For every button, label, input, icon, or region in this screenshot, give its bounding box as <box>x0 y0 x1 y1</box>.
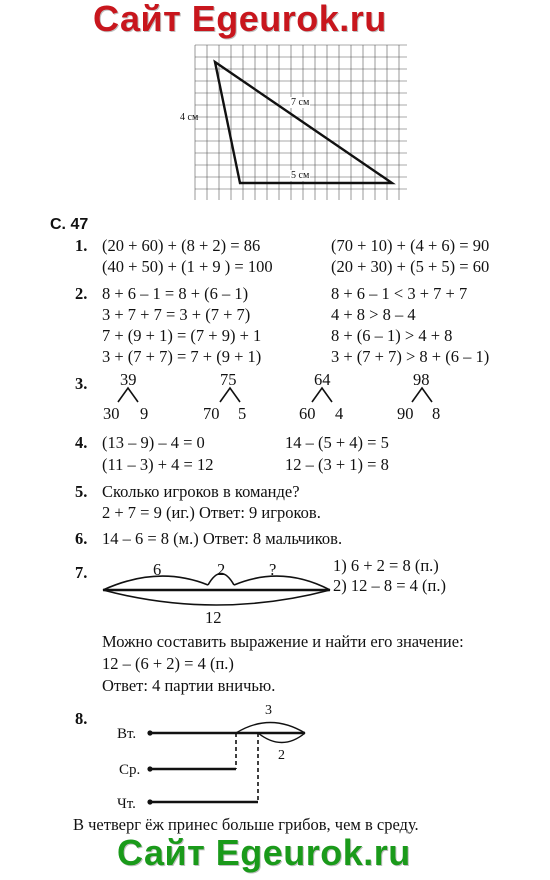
task5-line: Сколько игроков в команде? <box>102 482 300 501</box>
task-number: 3. <box>75 374 88 393</box>
task4-left-line: (11 – 3) + 4 = 12 <box>102 455 214 474</box>
task7-line: 12 – (6 + 2) = 4 (п.) <box>102 654 234 673</box>
task4-right-line: 14 – (5 + 4) = 5 <box>285 433 389 452</box>
segment-label: 2 <box>217 560 226 579</box>
task6-line: 14 – 6 = 8 (м.) Ответ: 8 мальчиков. <box>102 529 343 548</box>
task2-left-line: 3 + 7 + 7 = 3 + (7 + 7) <box>102 305 251 324</box>
page-label: С. 47 <box>50 216 89 233</box>
task7-step: 1) 6 + 2 = 8 (п.) <box>333 556 439 575</box>
task-number: 2. <box>75 284 88 303</box>
row-label: Вт. <box>117 726 137 742</box>
tree-leaf-value: 4 <box>335 404 344 423</box>
tree-leaf-value: 70 <box>203 404 220 423</box>
segment-total-label: 12 <box>205 608 222 627</box>
task-number: 8. <box>75 709 88 728</box>
task2-right-line: 8 + (6 – 1) > 4 + 8 <box>331 326 453 345</box>
task5-line: 2 + 7 = 9 (иг.) Ответ: 9 игроков. <box>102 503 321 522</box>
tree-leaf-value: 5 <box>238 404 247 423</box>
task1-right-line: (70 + 10) + (4 + 6) = 90 <box>331 236 490 255</box>
task-number: 5. <box>75 482 88 501</box>
task-number: 6. <box>75 529 88 548</box>
task2-right-line: 8 + 6 – 1 < 3 + 7 + 7 <box>331 284 468 303</box>
segment-label: ? <box>269 560 277 579</box>
tree-leaf-value: 60 <box>299 404 316 423</box>
task7-line: Ответ: 4 партии вничью. <box>102 676 276 695</box>
task7-line: Можно составить выражение и найти его значение: <box>102 632 464 651</box>
tree-leaf-value: 8 <box>432 404 441 423</box>
site-header-bottom: Сайт Egeurok.ru <box>117 832 411 873</box>
hypotenuse-label: 7 см <box>291 97 310 108</box>
tree-top-value: 64 <box>314 370 331 389</box>
tree-top-value: 75 <box>220 370 237 389</box>
task2-left-line: 3 + (7 + 7) = 7 + (9 + 1) <box>102 347 262 366</box>
task8-answer: В четверг ёж принес больше грибов, чем в среду. <box>73 815 419 834</box>
base-label: 5 см <box>291 170 310 181</box>
task4-right-line: 12 – (3 + 1) = 8 <box>285 455 389 474</box>
task1-left-line: (40 + 50) + (1 + 9 ) = 100 <box>102 257 273 276</box>
arc-label-top: 3 <box>265 703 272 718</box>
tree-leaf-value: 9 <box>140 404 149 423</box>
tree-top-value: 98 <box>413 370 430 389</box>
task4-left-line: (13 – 9) – 4 = 0 <box>102 433 205 452</box>
left-side-label: 4 см <box>180 112 199 123</box>
task2-right-line: 4 + 8 > 8 – 4 <box>331 305 416 324</box>
tree-leaf-value: 90 <box>397 404 414 423</box>
task1-left-line: (20 + 60) + (8 + 2) = 86 <box>102 236 261 255</box>
row-label: Ср. <box>119 762 141 778</box>
task2-right-line: 3 + (7 + 7) > 8 + (6 – 1) <box>331 347 490 366</box>
task1-right-line: (20 + 30) + (5 + 5) = 60 <box>331 257 490 276</box>
row-label: Чт. <box>117 796 136 812</box>
tree-leaf-value: 30 <box>103 404 120 423</box>
task-number: 4. <box>75 433 88 452</box>
task7-step: 2) 12 – 8 = 4 (п.) <box>333 576 446 595</box>
task-number: 7. <box>75 563 88 582</box>
site-header-top: Сайт Egeurok.ru <box>93 0 387 39</box>
arc-label-bottom: 2 <box>278 748 285 763</box>
tree-top-value: 39 <box>120 370 137 389</box>
task2-left-line: 7 + (9 + 1) = (7 + 9) + 1 <box>102 326 262 345</box>
task2-left-line: 8 + 6 – 1 = 8 + (6 – 1) <box>102 284 249 303</box>
task-number: 1. <box>75 236 88 255</box>
segment-label: 6 <box>153 560 162 579</box>
